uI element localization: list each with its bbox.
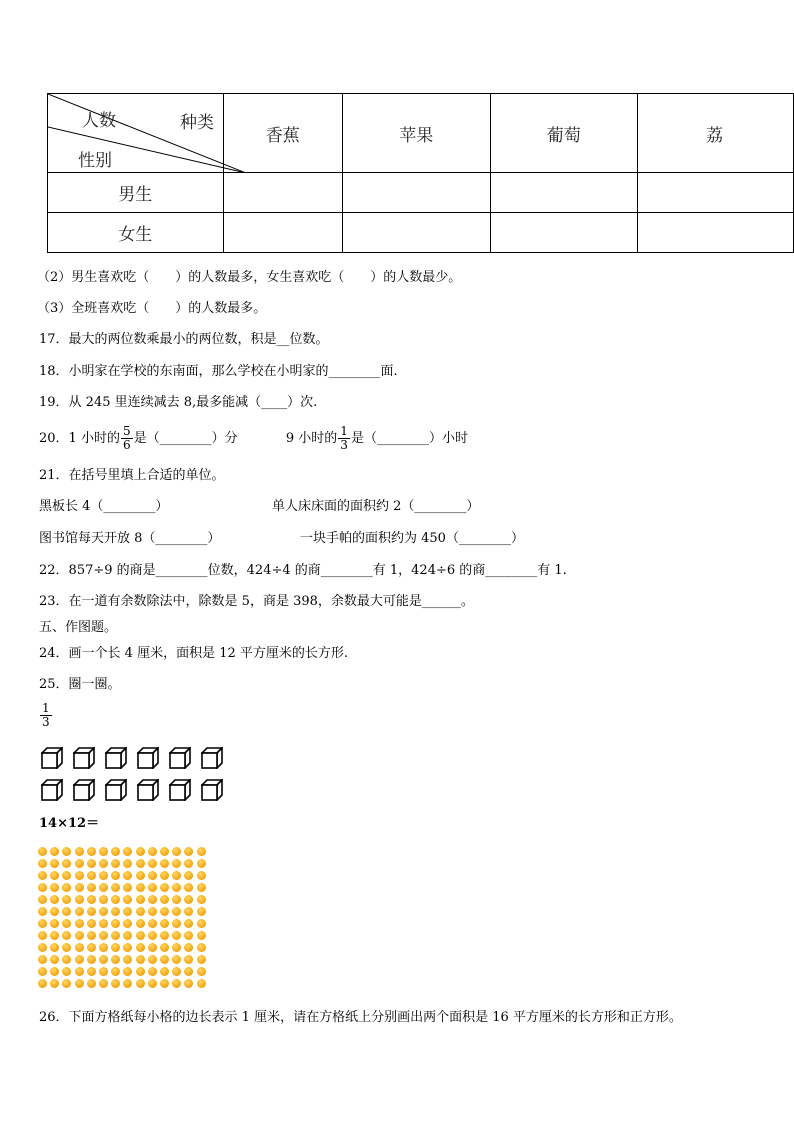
orange-dot — [75, 859, 84, 868]
question-18: 18．小明家在学校的东南面，那么学校在小明家的________面. — [39, 364, 398, 379]
question-25: 25．圈一圈。 — [39, 677, 121, 692]
orange-dot — [50, 847, 59, 856]
orange-dot — [50, 883, 59, 892]
cube-icon[interactable] — [105, 779, 127, 801]
orange-dot — [136, 859, 145, 868]
question-21-a: 黑板长 4（________） — [39, 499, 169, 514]
question-24: 24．画一个长 4 厘米，面积是 12 平方厘米的长方形. — [39, 646, 349, 661]
orange-dot — [197, 847, 206, 856]
orange-dot — [87, 919, 96, 928]
orange-dot — [38, 895, 47, 904]
orange-dot — [148, 931, 157, 940]
question-21-b: 单人床床面的面积约 2（________） — [272, 499, 480, 514]
orange-dot — [172, 979, 181, 988]
cube-icon[interactable] — [41, 747, 63, 769]
orange-dot — [172, 859, 181, 868]
answer-cell[interactable] — [638, 213, 794, 253]
orange-dot — [38, 979, 47, 988]
orange-dot — [75, 907, 84, 916]
orange-dot — [172, 847, 181, 856]
orange-dot — [62, 979, 71, 988]
orange-dot — [38, 883, 47, 892]
orange-dot — [123, 907, 132, 916]
orange-dot — [148, 871, 157, 880]
orange-dot — [184, 907, 193, 916]
orange-dot — [148, 895, 157, 904]
orange-dot — [197, 967, 206, 976]
orange-dot — [87, 955, 96, 964]
orange-dot — [111, 979, 120, 988]
question-16-3: （3）全班喜欢吃（ ）的人数最多。 — [37, 301, 267, 316]
orange-dot — [75, 931, 84, 940]
orange-dot — [38, 871, 47, 880]
question-21: 21．在括号里填上合适的单位。 — [39, 468, 225, 483]
orange-dot — [75, 919, 84, 928]
orange-dot — [75, 955, 84, 964]
fraction-five-sixths: $\frac{5}{6}$ — [122, 424, 131, 452]
orange-dot — [50, 955, 59, 964]
orange-dot — [62, 919, 71, 928]
q20-part-a-prefix: 20．1 小时的 — [39, 431, 120, 446]
header-top-left: 人数 — [82, 111, 116, 131]
orange-dot — [184, 919, 193, 928]
orange-dot — [38, 955, 47, 964]
question-26: 26．下面方格纸每小格的边长表示 1 厘米，请在方格纸上分别画出两个面积是 16 平方厘米的长方形和正方形。 — [39, 1010, 682, 1025]
orange-dot — [197, 859, 206, 868]
orange-dot — [50, 871, 59, 880]
orange-dot — [99, 943, 108, 952]
orange-dot — [123, 931, 132, 940]
orange-dot — [87, 907, 96, 916]
header-bottom-left: 性别 — [78, 151, 112, 171]
orange-dot — [136, 955, 145, 964]
section-5-heading: 五、作图题。 — [39, 620, 118, 635]
orange-dot — [111, 967, 120, 976]
orange-dot — [50, 907, 59, 916]
orange-dot — [87, 931, 96, 940]
header-top-right: 种类 — [180, 113, 214, 133]
orange-dot — [50, 859, 59, 868]
answer-cell[interactable] — [343, 213, 491, 253]
orange-dot — [197, 883, 206, 892]
orange-dot — [172, 919, 181, 928]
diagonal-header-cell — [48, 94, 224, 173]
orange-dot — [160, 895, 169, 904]
cube-icon[interactable] — [73, 747, 95, 769]
orange-dot — [62, 847, 71, 856]
cube-icon[interactable] — [105, 747, 127, 769]
column-header: 香蕉 — [223, 94, 343, 173]
orange-dot — [75, 871, 84, 880]
orange-dot — [87, 967, 96, 976]
orange-dot — [50, 931, 59, 940]
q20-part-b-prefix: 9 小时的 — [285, 431, 338, 446]
orange-dot — [148, 979, 157, 988]
orange-dot — [111, 931, 120, 940]
orange-dot — [123, 859, 132, 868]
orange-dot — [87, 943, 96, 952]
orange-dot — [123, 847, 132, 856]
question-22: 22．857÷9 的商是________位数，424÷4 的商________有 1，424÷6 的商________有 1. — [39, 563, 567, 578]
orange-dot — [99, 979, 108, 988]
orange-dot — [172, 883, 181, 892]
orange-dot — [160, 979, 169, 988]
orange-dot — [123, 895, 132, 904]
orange-dot — [184, 955, 193, 964]
orange-dot — [184, 859, 193, 868]
orange-dot — [184, 895, 193, 904]
orange-dot — [160, 955, 169, 964]
answer-cell[interactable] — [490, 173, 638, 213]
answer-cell[interactable] — [638, 173, 794, 213]
orange-dot — [184, 883, 193, 892]
orange-dot — [111, 907, 120, 916]
orange-dot — [87, 979, 96, 988]
orange-dot — [148, 907, 157, 916]
orange-dot — [197, 943, 206, 952]
orange-dot — [172, 871, 181, 880]
orange-dot — [99, 907, 108, 916]
orange-dot — [75, 847, 84, 856]
orange-dot — [111, 919, 120, 928]
orange-dot — [172, 931, 181, 940]
cube-icon[interactable] — [137, 779, 159, 801]
orange-dot — [38, 967, 47, 976]
orange-dot — [62, 907, 71, 916]
cube-icon[interactable] — [169, 779, 191, 801]
orange-dot — [197, 979, 206, 988]
orange-dot — [136, 931, 145, 940]
orange-dot — [99, 859, 108, 868]
orange-dot — [38, 919, 47, 928]
orange-dot — [148, 859, 157, 868]
orange-dot — [172, 907, 181, 916]
orange-dot — [75, 943, 84, 952]
cube-icon[interactable] — [73, 779, 95, 801]
orange-dot — [38, 943, 47, 952]
orange-dot — [160, 847, 169, 856]
orange-dot — [197, 895, 206, 904]
orange-dot — [62, 871, 71, 880]
question-21-c: 图书馆每天开放 8（________） — [39, 531, 221, 546]
cube-icon[interactable] — [201, 779, 223, 801]
orange-dot — [111, 943, 120, 952]
orange-dot — [172, 955, 181, 964]
orange-dot — [99, 919, 108, 928]
column-header: 葡萄 — [490, 94, 638, 173]
question-20 — [39, 421, 468, 457]
orange-dot — [172, 967, 181, 976]
orange-dot — [184, 979, 193, 988]
orange-dot — [62, 943, 71, 952]
orange-dot — [50, 895, 59, 904]
orange-dot — [38, 847, 47, 856]
multiplication-expression: 14×12＝ — [39, 816, 100, 831]
orange-dot — [75, 967, 84, 976]
orange-dot — [136, 883, 145, 892]
orange-dot — [123, 883, 132, 892]
orange-dot — [99, 895, 108, 904]
orange-dot — [123, 919, 132, 928]
orange-dot — [123, 955, 132, 964]
answer-cell[interactable] — [490, 213, 638, 253]
answer-cell[interactable] — [343, 173, 491, 213]
orange-dot — [75, 979, 84, 988]
orange-dot — [160, 943, 169, 952]
orange-dot — [62, 931, 71, 940]
orange-dot — [38, 907, 47, 916]
survey-table — [47, 93, 794, 253]
q20-part-b-suffix: 是（________）小时 — [350, 431, 468, 446]
orange-dot — [87, 859, 96, 868]
orange-dot — [172, 943, 181, 952]
orange-dot — [148, 883, 157, 892]
orange-dot — [99, 967, 108, 976]
orange-dot — [197, 955, 206, 964]
orange-dot — [148, 919, 157, 928]
fraction-one-third-circle: $\frac{1}{3}$ — [42, 701, 50, 729]
orange-dot — [99, 871, 108, 880]
orange-dot — [75, 895, 84, 904]
orange-dot — [50, 919, 59, 928]
table-clip — [0, 0, 794, 260]
question-19: 19．从 245 里连续减去 8,最多能减（____）次. — [39, 395, 318, 410]
answer-cell[interactable] — [223, 213, 343, 253]
orange-dot — [136, 967, 145, 976]
fraction-one-third: $\frac{1}{3}$ — [340, 424, 348, 452]
orange-dot — [136, 979, 145, 988]
orange-dot — [197, 919, 206, 928]
orange-dot — [99, 847, 108, 856]
orange-dot — [111, 859, 120, 868]
orange-dot — [50, 979, 59, 988]
orange-dot — [111, 955, 120, 964]
orange-dot — [136, 907, 145, 916]
cube-icon[interactable] — [137, 747, 159, 769]
orange-dot — [172, 895, 181, 904]
orange-dot — [99, 931, 108, 940]
orange-dot — [87, 847, 96, 856]
row-header: 男生 — [48, 173, 224, 213]
q20-part-a-suffix: 是（________）分 — [133, 431, 238, 446]
answer-cell[interactable] — [223, 173, 343, 213]
row-header: 女生 — [48, 213, 224, 253]
orange-dot — [111, 871, 120, 880]
orange-dot — [148, 967, 157, 976]
cube-icon[interactable] — [169, 747, 191, 769]
orange-dot — [62, 967, 71, 976]
orange-dot — [99, 955, 108, 964]
orange-dot — [75, 883, 84, 892]
orange-dot — [50, 943, 59, 952]
question-17: 17．最大的两位数乘最小的两位数，积是__位数。 — [39, 332, 329, 347]
orange-dot — [184, 871, 193, 880]
question-21-d: 一块手帕的面积约为 450（________） — [300, 531, 524, 546]
orange-dot — [148, 847, 157, 856]
orange-dot — [160, 931, 169, 940]
orange-dot — [87, 871, 96, 880]
orange-dot — [62, 883, 71, 892]
orange-dot — [184, 847, 193, 856]
orange-dot — [160, 883, 169, 892]
orange-dot — [111, 883, 120, 892]
orange-dot — [50, 967, 59, 976]
orange-dot — [136, 847, 145, 856]
orange-dot — [184, 931, 193, 940]
orange-dot — [38, 931, 47, 940]
orange-dot — [197, 907, 206, 916]
orange-dot — [148, 955, 157, 964]
orange-dot — [197, 931, 206, 940]
cube-icon[interactable] — [41, 779, 63, 801]
orange-dot — [136, 943, 145, 952]
orange-dot — [160, 871, 169, 880]
question-16-2: （2）男生喜欢吃（ ）的人数最多，女生喜欢吃（ ）的人数最少。 — [37, 270, 462, 285]
orange-dot — [148, 943, 157, 952]
orange-dot — [123, 943, 132, 952]
orange-dot — [136, 871, 145, 880]
orange-dot — [123, 871, 132, 880]
orange-dot — [136, 895, 145, 904]
orange-dot — [62, 955, 71, 964]
column-header: 苹果 — [343, 94, 491, 173]
orange-dot — [136, 919, 145, 928]
orange-dot — [123, 967, 132, 976]
column-header: 荔 — [638, 94, 794, 173]
orange-dot — [87, 895, 96, 904]
orange-dot — [62, 895, 71, 904]
orange-dot — [160, 907, 169, 916]
question-23: 23．在一道有余数除法中，除数是 5，商是 398，余数最大可能是______。 — [39, 594, 474, 609]
orange-dot — [160, 967, 169, 976]
orange-dot — [160, 919, 169, 928]
orange-dot — [111, 847, 120, 856]
orange-dot — [62, 859, 71, 868]
orange-dot — [184, 967, 193, 976]
orange-dot — [160, 859, 169, 868]
orange-dot — [184, 943, 193, 952]
orange-dot — [111, 895, 120, 904]
orange-dot — [38, 859, 47, 868]
orange-dot — [197, 871, 206, 880]
orange-dot — [99, 883, 108, 892]
orange-dot — [87, 883, 96, 892]
cube-icon[interactable] — [201, 747, 223, 769]
orange-dot — [123, 979, 132, 988]
